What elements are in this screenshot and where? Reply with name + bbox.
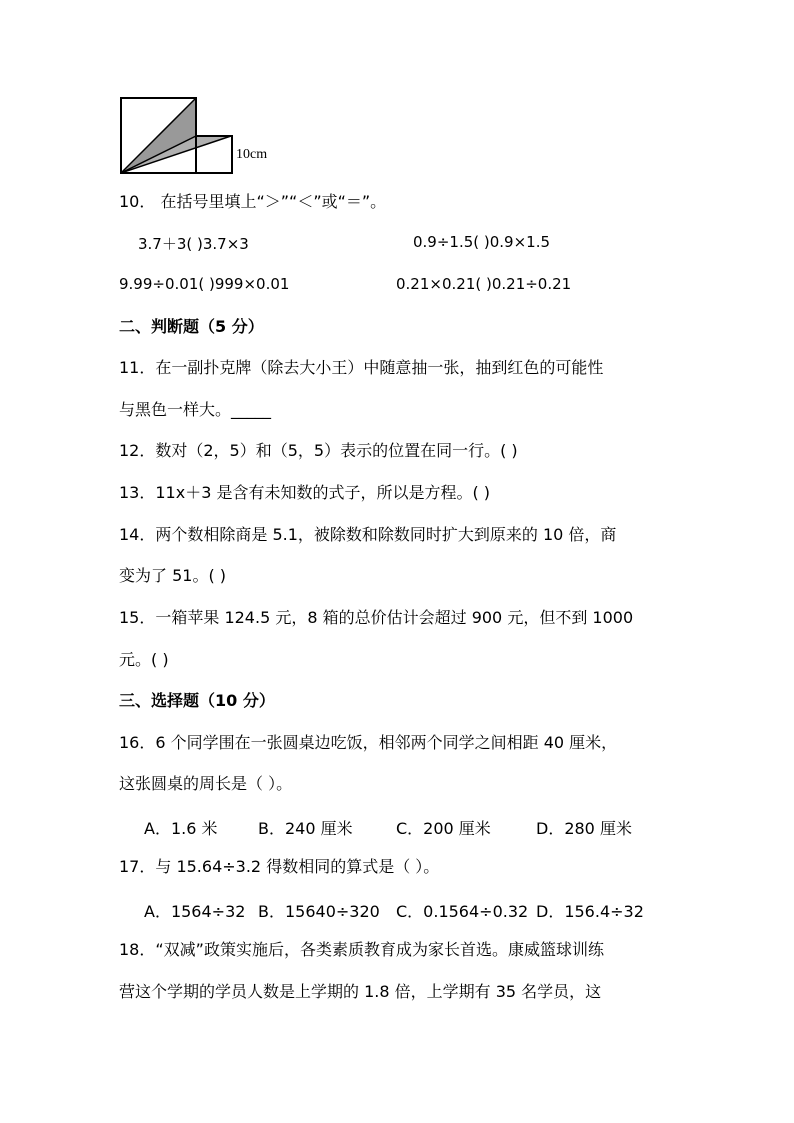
q18-line-2: 营这个学期的学员人数是上学期的 1.8 倍，上学期有 35 名学员，这 <box>119 982 602 1001</box>
section-2-title: 二、判断题（5 分） <box>119 317 264 336</box>
q16-line-1: 16．6 个同学围在一张圆桌边吃饭，相邻两个同学之间相距 40 厘米， <box>119 733 618 752</box>
q14-line-2: 变为了 51。( ) <box>119 566 227 585</box>
q15-line-2: 元。( ) <box>119 650 169 669</box>
q10-item-1: 3.7＋3( )3.7×3 <box>138 235 249 253</box>
q18-line-1: 18．“双减”政策实施后，各类素质教育成为家长首选。康威篮球训练 <box>119 940 604 959</box>
q16-option-d: D．280 厘米 <box>536 819 632 838</box>
q15-line-1: 15．一箱苹果 124.5 元，8 箱的总价估计会超过 900 元，但不到 1000 <box>119 608 634 627</box>
q11-line-1: 11．在一副扑克牌（除去大小王）中随意抽一张，抽到红色的可能性 <box>119 358 604 377</box>
q17-option-a: A．1564÷32 <box>144 902 246 921</box>
q14-line-1: 14．两个数相除商是 5.1，被除数和除数同时扩大到原来的 10 倍，商 <box>119 525 617 544</box>
q16-option-c: C．200 厘米 <box>396 819 491 838</box>
q17-option-c: C．0.1564÷0.32 <box>396 902 529 921</box>
section-3-title: 三、选择题（10 分） <box>119 691 275 710</box>
q16-option-a: A．1.6 米 <box>144 819 218 838</box>
q17: 17．与 15.64÷3.2 得数相同的算式是（ ）。 <box>119 857 440 876</box>
q10-item-2: 0.9÷1.5( )0.9×1.5 <box>413 233 551 251</box>
q17-option-b: B．15640÷320 <box>258 902 380 921</box>
q12: 12．数对（2，5）和（5，5）表示的位置在同一行。( ) <box>119 441 518 460</box>
q13: 13．11x＋3 是含有未知数的式子，所以是方程。( ) <box>119 483 491 502</box>
geometry-figure <box>119 96 279 176</box>
q10-item-4: 0.21×0.21( )0.21÷0.21 <box>396 275 572 293</box>
q17-option-d: D．156.4÷32 <box>536 902 644 921</box>
q16-line-2: 这张圆桌的周长是（ ）。 <box>119 774 293 793</box>
q11-line-2: 与黑色一样大。_____ <box>119 400 272 419</box>
q10-item-3: 9.99÷0.01( )999×0.01 <box>119 275 290 293</box>
figure-length-label: 10cm <box>236 147 268 162</box>
q16-option-b: B．240 厘米 <box>258 819 353 838</box>
q10-prompt: 10． 在括号里填上“＞”“＜”或“＝”。 <box>119 192 387 211</box>
